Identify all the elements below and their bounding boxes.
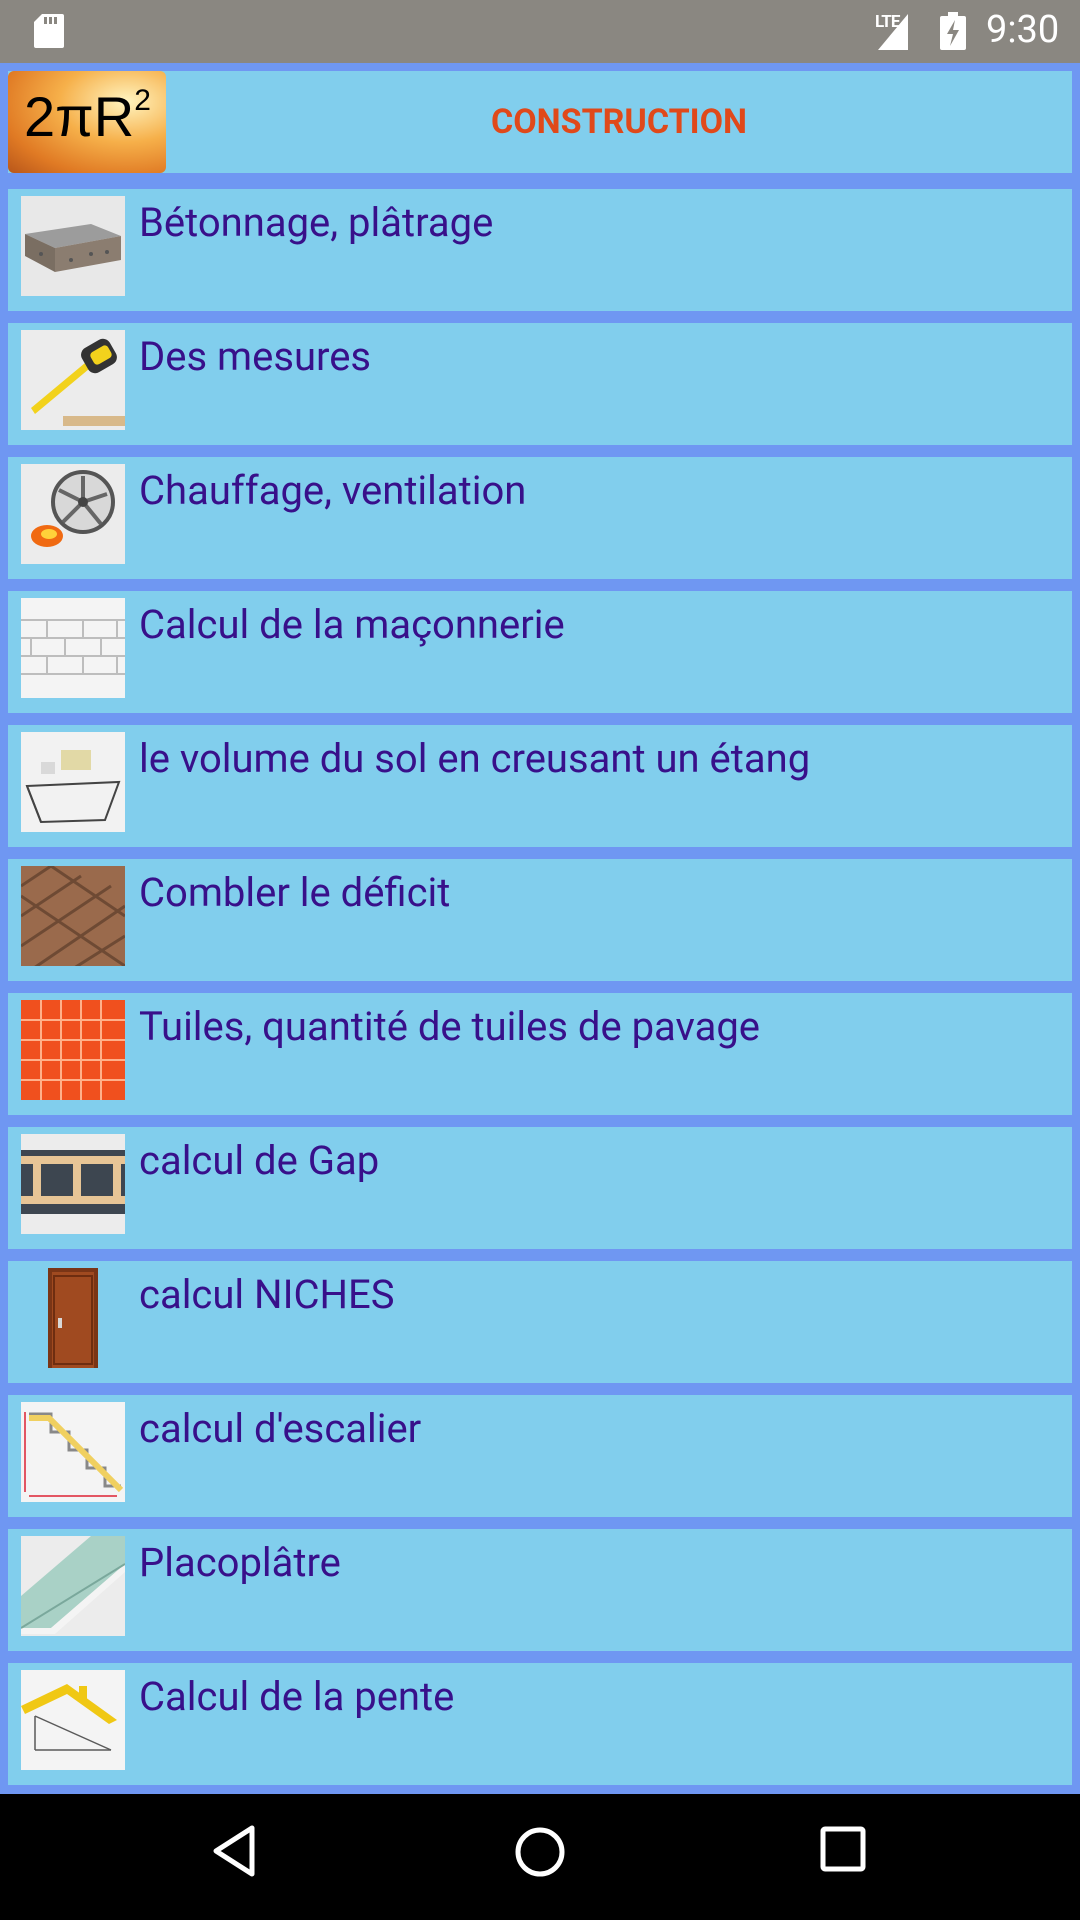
door-icon bbox=[21, 1268, 125, 1368]
app-screen bbox=[0, 63, 1080, 1794]
excavator-pit-icon bbox=[21, 732, 125, 832]
list-item[interactable] bbox=[8, 1529, 1072, 1651]
logo-formula: 2πR bbox=[24, 85, 135, 148]
logo-superscript: 2 bbox=[134, 84, 151, 118]
herringbone-paving-icon bbox=[21, 866, 125, 966]
list-item[interactable] bbox=[8, 1261, 1072, 1383]
list-item[interactable] bbox=[8, 591, 1072, 713]
list-item[interactable] bbox=[8, 457, 1072, 579]
orange-tiles-icon bbox=[21, 1000, 125, 1100]
page-title: CONSTRUCTION bbox=[490, 102, 748, 142]
battery-charging-icon bbox=[940, 12, 966, 54]
sd-card-icon bbox=[34, 14, 64, 52]
home-circle-icon[interactable] bbox=[512, 1824, 568, 1884]
list-item[interactable] bbox=[8, 1663, 1072, 1785]
menu-item-label: calcul de Gap bbox=[139, 1137, 380, 1184]
back-triangle-icon[interactable] bbox=[210, 1824, 258, 1882]
status-bar bbox=[0, 0, 1080, 63]
menu-item-label: Bétonnage, plâtrage bbox=[139, 199, 494, 246]
drywall-boards-icon bbox=[21, 1536, 125, 1636]
app-header bbox=[8, 71, 1072, 173]
menu-item-label: Combler le déficit bbox=[139, 869, 451, 916]
menu-item-label: Calcul de la pente bbox=[139, 1673, 455, 1720]
list-item[interactable] bbox=[8, 993, 1072, 1115]
list-item[interactable] bbox=[8, 323, 1072, 445]
recents-square-icon[interactable] bbox=[818, 1824, 868, 1878]
tape-measure-icon bbox=[21, 330, 125, 430]
menu-item-label: Des mesures bbox=[139, 333, 372, 380]
wood-frame-icon bbox=[21, 1134, 125, 1234]
app-logo[interactable] bbox=[8, 71, 166, 173]
list-item[interactable] bbox=[8, 189, 1072, 311]
concrete-slab-icon bbox=[21, 196, 125, 296]
menu-item-label: calcul d'escalier bbox=[139, 1405, 422, 1452]
clock: 9:30 bbox=[986, 8, 1060, 52]
logo-text bbox=[24, 84, 151, 148]
list-item[interactable] bbox=[8, 1395, 1072, 1517]
menu-item-label: calcul NICHES bbox=[139, 1271, 395, 1318]
menu-item-label: Chauffage, ventilation bbox=[139, 467, 527, 514]
navigation-bar bbox=[0, 1794, 1080, 1920]
list-item[interactable] bbox=[8, 1127, 1072, 1249]
brick-wall-icon bbox=[21, 598, 125, 698]
fan-fire-icon bbox=[21, 464, 125, 564]
menu-item-label: le volume du sol en creusant un étang bbox=[139, 735, 811, 782]
stairs-diagram-icon bbox=[21, 1402, 125, 1502]
list-item[interactable] bbox=[8, 859, 1072, 981]
menu-item-label: Calcul de la maçonnerie bbox=[139, 601, 565, 648]
roof-slope-icon bbox=[21, 1670, 125, 1770]
signal-icon bbox=[878, 14, 908, 54]
menu-item-label: Placoplâtre bbox=[139, 1539, 341, 1586]
menu-item-label: Tuiles, quantité de tuiles de pavage bbox=[139, 1003, 761, 1050]
list-item[interactable] bbox=[8, 725, 1072, 847]
network-type-label: LTE bbox=[875, 12, 900, 32]
